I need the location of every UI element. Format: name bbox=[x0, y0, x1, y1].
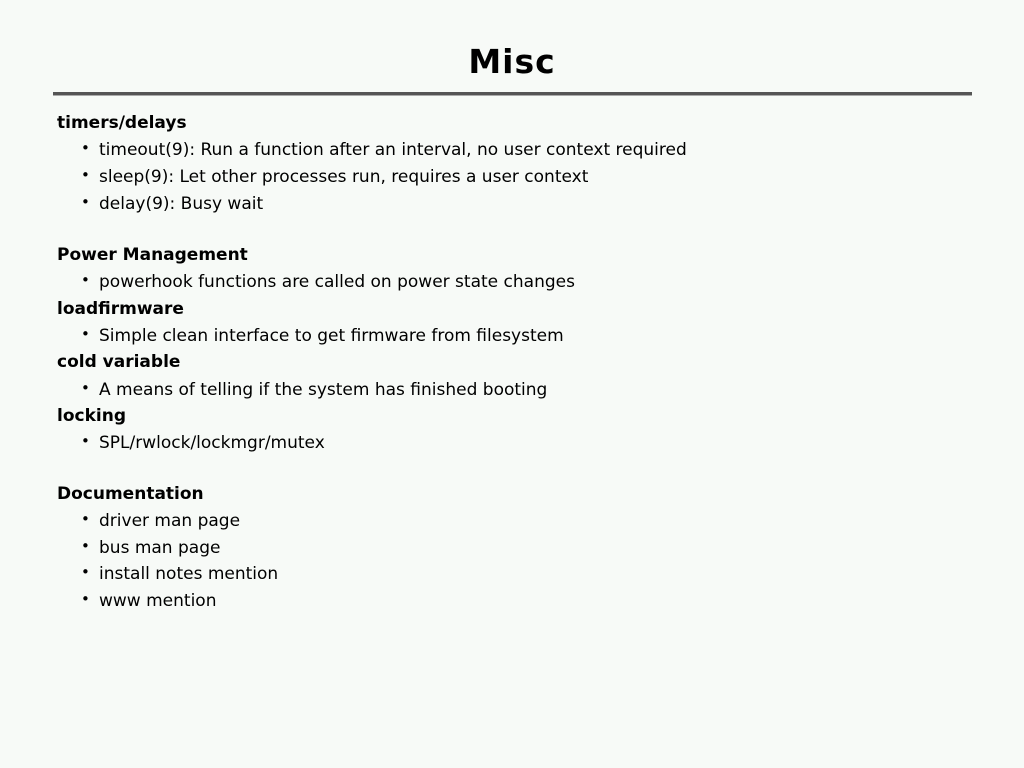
list-item: • delay(9): Busy wait bbox=[79, 191, 984, 218]
bullet-list bbox=[57, 377, 984, 404]
list-item: • powerhook functions are called on power state changes bbox=[79, 269, 984, 296]
section-spacer bbox=[57, 217, 984, 242]
slide-content bbox=[0, 110, 1024, 614]
bullet-list bbox=[57, 430, 984, 457]
section-cold-variable bbox=[57, 349, 984, 403]
section-heading: Documentation bbox=[57, 483, 204, 504]
list-item: • bus man page bbox=[79, 535, 984, 562]
list-item: • timeout(9): Run a function after an interval, no user context required bbox=[79, 137, 984, 164]
section-loadfirmware bbox=[57, 296, 984, 350]
section-heading: locking bbox=[57, 406, 126, 427]
bullet-list bbox=[57, 269, 984, 296]
page-title: Misc bbox=[468, 42, 556, 81]
title-divider bbox=[53, 92, 972, 96]
bullet-list bbox=[57, 137, 984, 217]
section-heading: loadfirmware bbox=[57, 298, 184, 319]
bullet-list bbox=[57, 508, 984, 614]
list-item: • A means of telling if the system has finished booting bbox=[79, 377, 984, 404]
section-timers-delays bbox=[57, 110, 984, 217]
section-heading: timers/delays bbox=[57, 113, 187, 134]
section-locking bbox=[57, 403, 984, 457]
list-item: • www mention bbox=[79, 588, 984, 615]
section-power-management bbox=[57, 242, 984, 296]
section-heading: cold variable bbox=[57, 352, 181, 373]
section-spacer bbox=[57, 457, 984, 481]
list-item: • SPL/rwlock/lockmgr/mutex bbox=[79, 430, 984, 457]
section-documentation bbox=[57, 481, 984, 614]
list-item: • install notes mention bbox=[79, 561, 984, 588]
list-item: • Simple clean interface to get firmware from filesystem bbox=[79, 323, 984, 350]
section-heading: Power Management bbox=[57, 245, 248, 266]
list-item: • sleep(9): Let other processes run, requires a user context bbox=[79, 164, 984, 191]
bullet-list bbox=[57, 323, 984, 350]
list-item: • driver man page bbox=[79, 508, 984, 535]
